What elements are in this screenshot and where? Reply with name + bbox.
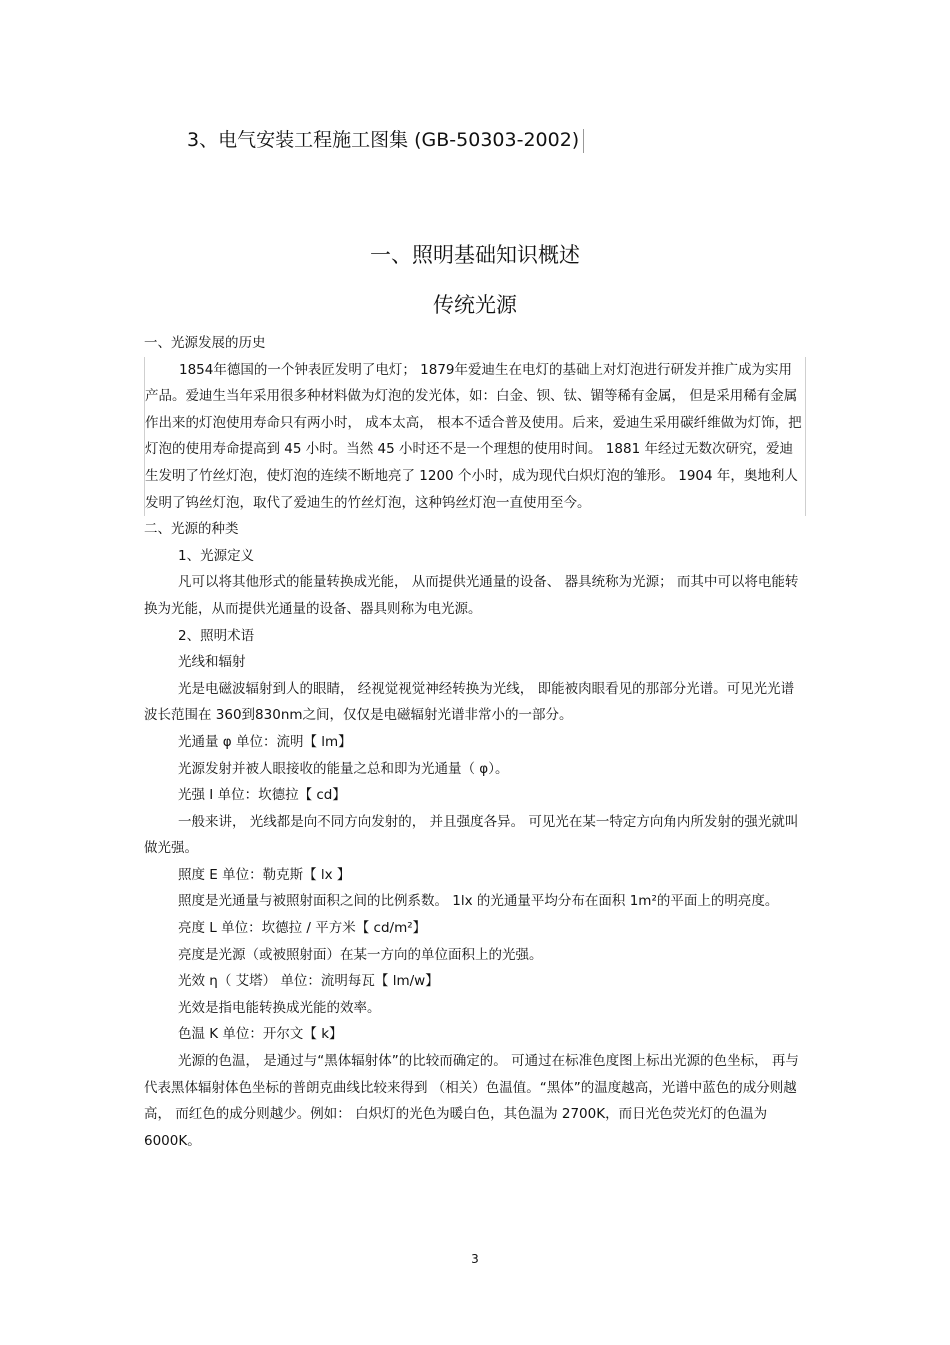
intensity-paragraph: 一般来讲， 光线都是向不同方向发射的， 并且强度各异。 可见光在某一特定方向角内所发射的强光就叫做光强。 (144, 813, 799, 857)
efficacy-paragraph: 光效是指电能转换成光能的效率。 (178, 999, 381, 1016)
definition-paragraph: 凡可以将其他形式的能量转换成光能， 从而提供光通量的设备、 器具统称为光源； 而其中可以将电能转换为光能，从而提供光通量的设备、器具则称为电光源。 (144, 574, 799, 617)
history-paragraph: 1854年德国的一个钟表匠发明了电灯； 1879年爱迪生在电灯的基础上对灯泡进行研发并推广成为实用产品。爱迪生当年采用很多种材料做为灯泡的发光体，如：白金、钡、钛、镅等稀有金属， 但是采用稀有金属作出来的灯泡使用寿命只有两小时， 成本太高， 根本不适合普及使用。后来，爱迪生采用碳纤维做为灯饰，把灯泡的使用寿命提高到 45 小时。当然 45 小时还不是一个理想的使用时间。 1881 年经过无数次研究，爱迪生发明了竹丝灯泡，使灯泡的连续不断地亮了 1200 个小时，成为现代白炽灯泡的雏形。 1904 年，奥地利人发明了钨丝灯泡，取代了爱迪生的竹丝灯泡，这种钨丝灯泡一直使用至今。 (144, 357, 806, 517)
text-cursor-bar (583, 129, 584, 153)
flux-paragraph: 光源发射并被人眼接收的能量之总和即为光通量（ φ）。 (178, 760, 509, 777)
luminance-paragraph: 亮度是光源（或被照射面）在某一方向的单位面积上的光强。 (178, 946, 543, 963)
light-heading: 光线和辐射 (178, 654, 246, 671)
light-paragraph: 光是电磁波辐射到人的眼睛， 经视觉视觉神经转换为光线， 即能被肉眼看见的那部分光谱。可见光光谱波长范围在 360到830nm之间，仅仅是电磁辐射光谱非常小的一部分。 (144, 680, 795, 724)
reference-heading-text: 3、电气安装工程施工图集 (GB-50303-2002) (187, 129, 580, 151)
reference-heading (187, 127, 584, 153)
history-heading: 一、光源发展的历史 (144, 335, 266, 351)
page-number: 3 (471, 1252, 479, 1266)
luminance-term: 亮度 L 单位：坎德拉 / 平方米【 cd/m²】 (178, 920, 427, 937)
illuminance-term: 照度 E 单位：勒克斯【 lx 】 (178, 866, 351, 883)
terms-heading: 2、照明术语 (178, 627, 255, 644)
flux-term: 光通量 φ 单位：流明【 lm】 (178, 733, 352, 750)
types-heading: 二、光源的种类 (144, 521, 239, 538)
body-content (144, 330, 806, 1154)
efficacy-term: 光效 η（ 艾塔） 单位：流明每瓦【 lm/w】 (178, 973, 439, 990)
illuminance-paragraph: 照度是光通量与被照射面积之间的比例系数。 1lx 的光通量平均分布在面积 1m²的平面上的明亮度。 (178, 893, 779, 910)
intensity-term: 光强 I 单位：坎德拉【 cd】 (178, 787, 346, 804)
definition-heading: 1、光源定义 (178, 547, 255, 564)
chapter-title: 一、照明基础知识概述 (370, 243, 580, 267)
cct-paragraph: 光源的色温， 是通过与“黑体辐射体”的比较而确定的。 可通过在标准色度图上标出光源的色坐标， 再与代表黑体辐射体色坐标的普朗克曲线比较来得到 （相关）色温值。“黑体”的温度越高，光谱中蓝色的成分则越高， 而红色的成分则越少。例如： 白炽灯的光色为暖白色，其色温为 2700K，而日光色荧光灯的色温为 6000K。 (144, 1053, 799, 1149)
section-title: 传统光源 (433, 293, 517, 317)
cct-term: 色温 K 单位：开尔文【 k】 (178, 1026, 343, 1043)
